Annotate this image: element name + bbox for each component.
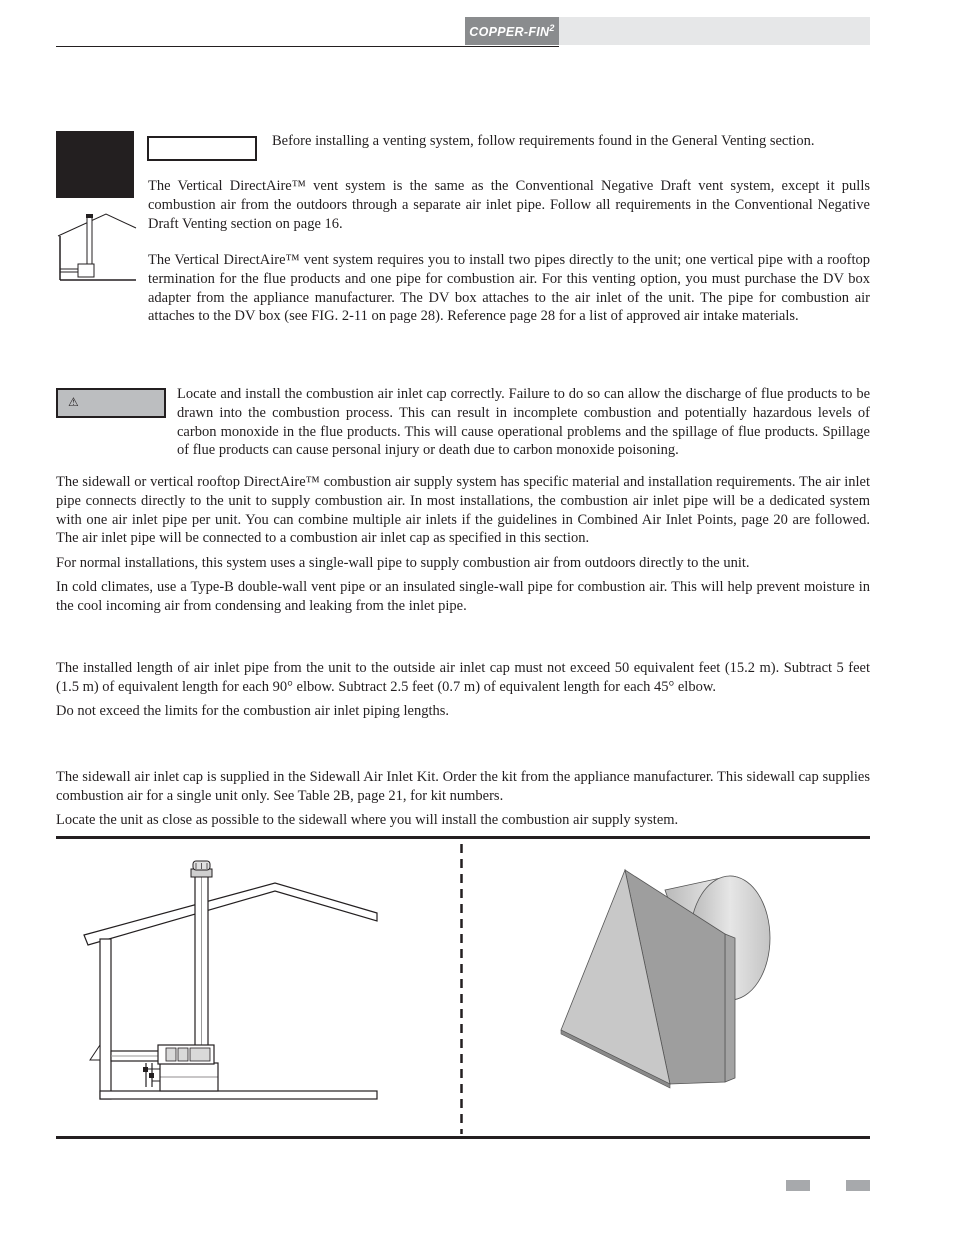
section-tab xyxy=(56,131,134,198)
footer-tab-left xyxy=(786,1180,810,1191)
sidewall-air-inlet-cap-diagram xyxy=(555,862,785,1092)
supply-paragraph-1: The sidewall or vertical rooftop DirectAire™ combustion air supply system has specific material and installation requirements. The air inlet pipe connects directly to the unit to supply combustion air. In most installations, the combustion air inlet pipe will be a dedicated system with one air inlet pipe per unit. You can combine multiple air inlets if the guidelines in Combined Air Inlet Points, page 20 are followed. The air inlet pipe will be connected to a combustion air inlet cap as specified in this section. xyxy=(56,474,870,547)
logo-wordmark: COPPER-FIN xyxy=(469,25,550,40)
intro-paragraph-1: The Vertical DirectAire™ vent system is the same as the Conventional Negative Draft vent system, except it pulls combustion air from the outdoors through a separate air inlet pipe. Follow all requirements in the Conventional Negative Draft Venting section on page 16. xyxy=(148,178,870,232)
figure-dashed-divider xyxy=(460,844,463,1134)
supply-paragraph-3: In cold climates, use a Type-B double-wall vent pipe or an insulated single-wall pipe for combustion air. This will help prevent moisture in the cool incoming air from condensing and leaking from the inlet pipe. xyxy=(56,579,870,614)
intro-paragraph-2: The Vertical DirectAire™ vent system requires you to install two pipes directly to the unit; one vertical pipe with a rooftop termination for the flue products and one pipe for combustion air. For this venting option, you must purchase the DV box adapter from the appliance manufacturer. The DV box attaches to the air inlet of the unit. The pipe for combustion air attaches to the DV box (see FIG. 2-11 on page 28). Reference page 28 for a list of approved air intake materials. xyxy=(148,252,870,325)
note-label-box xyxy=(147,136,257,161)
supply-paragraph-2: For normal installations, this system uses a single-wall pipe to supply combustion air from outdoors directly to the unit. xyxy=(56,555,750,571)
vertical-directaire-installation-diagram xyxy=(80,855,380,1105)
figure-bottom-rule xyxy=(56,1136,870,1139)
footer-tab-right xyxy=(846,1180,870,1191)
warning-triangle-icon: ⚠ xyxy=(68,395,79,409)
length-paragraph-2: Do not exceed the limits for the combustion air inlet piping lengths. xyxy=(56,703,450,719)
brand-logo xyxy=(465,17,559,45)
figure-top-rule xyxy=(56,836,870,839)
header-rule xyxy=(56,46,559,47)
length-paragraph-1: The installed length of air inlet pipe from the unit to the outside air inlet cap must not exceed 50 equivalent feet (15.2 m). Subtract 5 feet (1.5 m) of equivalent length for each 90° elbow. Subtract 2.5 feet (0.7 m) of equivalent length for each 45° elbow. xyxy=(56,660,870,695)
logo-superscript: 2 xyxy=(549,22,555,33)
note-text: Before installing a venting system, follow requirements found in the General Venting section. xyxy=(272,133,815,149)
warning-text: Locate and install the combustion air inlet cap correctly. Failure to do so can allow the discharge of flue products to be drawn into the combustion process. This can result in incomplete combustion and potentially hazardous levels of carbon monoxide in the flue products. This will cause operational problems and the spillage of flue products. Spillage of flue products can cause personal injury or death due to carbon monoxide poisoning. xyxy=(177,386,870,459)
vertical-directaire-thumbnail-icon xyxy=(56,212,138,284)
brand-logo-text xyxy=(469,23,554,39)
sidewall-paragraph-1: The sidewall air inlet cap is supplied in the Sidewall Air Inlet Kit. Order the kit from the appliance manufacturer. This sidewall cap supplies combustion air for a single unit only. See Table 2B, page 21, for kit numbers. xyxy=(56,769,870,804)
sidewall-paragraph-2: Locate the unit as close as possible to the sidewall where you will install the combustion air supply system. xyxy=(56,812,679,828)
warning-label-box xyxy=(56,388,166,418)
